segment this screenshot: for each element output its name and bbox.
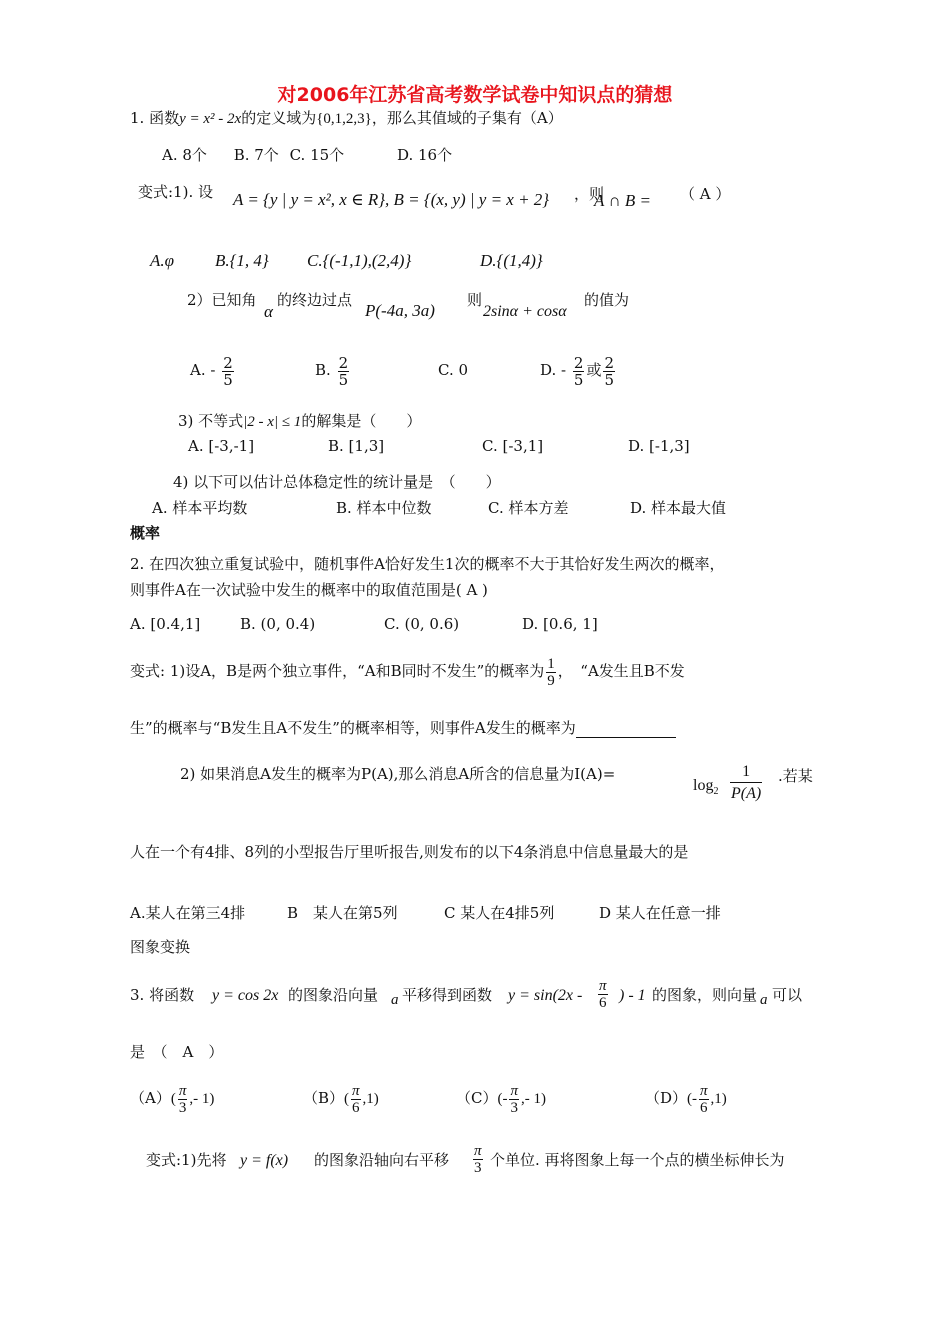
v1-option-b: B.{1, 4} [215, 251, 269, 270]
v2-mid: 的终边过点 [277, 291, 353, 309]
v2-1-fraction: $\frac{1}{9}$ [547, 655, 555, 689]
v2-option-d [540, 352, 617, 388]
v2-1-prefix: 变式: 1)设A，B是两个独立事件，“A和B同时不发生”的概率为 [130, 662, 545, 680]
v2-2-option-a: A.某人在第三4排 [130, 904, 246, 922]
v1-option-c: C.{(-1,1),(2,4)} [307, 251, 412, 270]
v2-2-line-1 [180, 764, 615, 784]
v2-option-b-fraction: $\frac{2}{5}$ [338, 353, 349, 389]
q1-formula: y = x² - 2x [179, 111, 242, 127]
q3-f2-post: ) - 1 [619, 987, 646, 1004]
v3-line [178, 411, 421, 432]
v3-option-b: B. [1,3] [328, 437, 385, 455]
v3-prefix: 3) 不等式 [178, 412, 244, 430]
v1-option-d: D.{(1,4)} [480, 251, 543, 270]
q3-vector-a: a [391, 992, 399, 1008]
v2-option-c: C. 0 [438, 361, 469, 379]
answer-blank [576, 723, 676, 738]
q1-suffix: ，那么其值域的子集有（A） [371, 109, 563, 127]
v4-option-a: A. 样本平均数 [152, 499, 248, 517]
v2-option-d-fraction-2: $\frac{2}{5}$ [604, 353, 614, 389]
v3-1-suffix: 个单位. 再将图象上每一个点的横坐标伸长为 [490, 1151, 785, 1169]
v2-1-line-2-text: 生”的概率与“B发生且A不发生”的概率相等，则事件A发生的概率为 [130, 719, 576, 737]
v4-option-c: C. 样本方差 [488, 499, 569, 517]
v2-option-a-label: A. - [190, 361, 216, 379]
q2-option-b: B. (0, 0.4) [240, 615, 316, 633]
q3-option-d: （D）(- $\frac{\pi}{6}$ ,1) [645, 1082, 727, 1116]
q3-f2-fraction: $\frac{\pi}{6}$ [599, 978, 607, 1012]
v2-1-suffix: ， “A发生且B不发 [557, 662, 685, 680]
v4-option-b: B. 样本中位数 [336, 499, 432, 517]
v2-option-a [190, 352, 236, 388]
q3-mid2: 平移得到函数 [402, 986, 493, 1004]
q1-prefix: 1. 函数 [130, 109, 180, 127]
q3-option-c: （C）(- $\frac{\pi}{3}$ ,- 1) [456, 1082, 546, 1116]
v3-option-c: C. [-3,1] [482, 437, 544, 455]
section-graph-transform: 图象变换 [130, 938, 191, 956]
v3-option-d: D. [-1,3] [628, 437, 690, 455]
q1-domain: {0,1,2,3} [316, 111, 372, 127]
q1-line [130, 108, 563, 129]
q2-option-c: C. (0, 0.6) [384, 615, 460, 633]
v1-answer: （ A ） [680, 185, 731, 203]
q1-option-b: B. 7个 [233, 146, 279, 164]
v3-suffix: 的解集是（ ） [301, 412, 422, 430]
v1-then: ，则 [574, 185, 605, 203]
q3-vector-a-2: a [760, 992, 768, 1008]
v3-1-prefix: 变式:1)先将 [146, 1151, 227, 1169]
q3-suffix-2: 可以 [772, 986, 803, 1004]
v2-2-option-c: C 某人在4排5列 [444, 904, 555, 922]
v2-option-d-or: 或 [586, 361, 602, 379]
q2-line-2: 则事件A在一次试验中发生的概率中的取值范围是( A ) [130, 581, 488, 599]
q3-line-2: 是 （ A ） [130, 1043, 224, 1061]
v1-label: 变式:1). 设 [138, 183, 213, 201]
q1-mid: 的定义域为 [241, 109, 317, 127]
v2-option-b-label: B. [315, 361, 331, 379]
q1-options [162, 145, 452, 165]
v4-question: 4) 以下可以估计总体稳定性的统计量是 （ ） [173, 473, 501, 491]
v2-2-suffix: .若某 [778, 767, 813, 785]
v2-alpha: α [264, 302, 273, 321]
v2-2-prefix: 2) 如果消息A发生的概率为P(A),那么消息A所含的信息量为I(A)= [180, 765, 616, 783]
v2-2-option-b: B 某人在第5列 [287, 904, 398, 922]
q3-option-b: （B）( $\frac{\pi}{6}$ ,1) [303, 1082, 379, 1116]
q3-mid1: 的图象沿向量 [288, 986, 379, 1004]
v2-2-option-d: D 某人在任意一排 [599, 904, 721, 922]
q2-option-a: A. [0.4,1] [130, 615, 201, 633]
v2-option-d-fraction-1: $\frac{2}{5}$ [573, 353, 584, 389]
v2-option-a-fraction: $\frac{2}{5}$ [223, 353, 233, 389]
v2-1-line-1 [130, 652, 685, 690]
q1-option-a: A. 8个 [162, 146, 207, 164]
v3-1-mid: 的图象沿轴向右平移 [314, 1151, 450, 1169]
v2-2-log: $\log_2$ [693, 777, 719, 798]
v2-expr: 2sinα + cosα [483, 303, 567, 320]
v1-expr: A ∩ B = [594, 191, 651, 210]
v2-2-fraction: $\frac{1}{P(A)}$ [728, 760, 764, 806]
v2-option-d-label: D. - [540, 361, 567, 379]
v2-1-line-2 [130, 718, 676, 738]
q3-f2-pre: y = sin(2x - [508, 987, 583, 1004]
q1-option-c: C. 15个 [289, 146, 345, 164]
v3-option-a: A. [-3,-1] [188, 437, 255, 455]
v2-point: P(-4a, 3a) [365, 301, 435, 320]
v2-prefix: 2）已知角 [187, 291, 257, 309]
v2-option-b [315, 352, 351, 388]
v3-1-f: y = f(x) [240, 1152, 289, 1169]
q2-line-1: 2. 在四次独立重复试验中，随机事件A恰好发生1次的概率不大于其恰好发生两次的概率， [130, 555, 725, 573]
v2-suffix: 的值为 [584, 291, 630, 309]
q3-suffix: 的图象，则向量 [652, 986, 758, 1004]
v3-ineq: |2 - x| ≤ 1 [243, 414, 302, 430]
q2-option-d: D. [0.6, 1] [522, 615, 598, 633]
v1-option-a: A.φ [150, 251, 175, 270]
v2-then: 则 [467, 291, 483, 309]
page-title: 对2006年江苏省高考数学试卷中知识点的猜想 [277, 84, 673, 106]
section-probability: 概率 [130, 524, 161, 542]
v3-1-fraction: $\frac{\pi}{3}$ [474, 1143, 482, 1177]
q3-prefix: 3. 将函数 [130, 986, 195, 1004]
q3-f1: y = cos 2x [212, 987, 279, 1004]
v1-sets: A = {y | y = x², x ∈ R}, B = {(x, y) | y = x + 2} [233, 190, 550, 209]
v2-2-line-2: 人在一个有4排、8列的小型报告厅里听报告,则发布的以下4条消息中信息量最大的是 [130, 843, 689, 861]
q1-option-d: D. 16个 [396, 146, 453, 164]
v4-option-d: D. 样本最大值 [630, 499, 727, 517]
q3-option-a: （A）( $\frac{\pi}{3}$ ,- 1) [130, 1082, 215, 1116]
